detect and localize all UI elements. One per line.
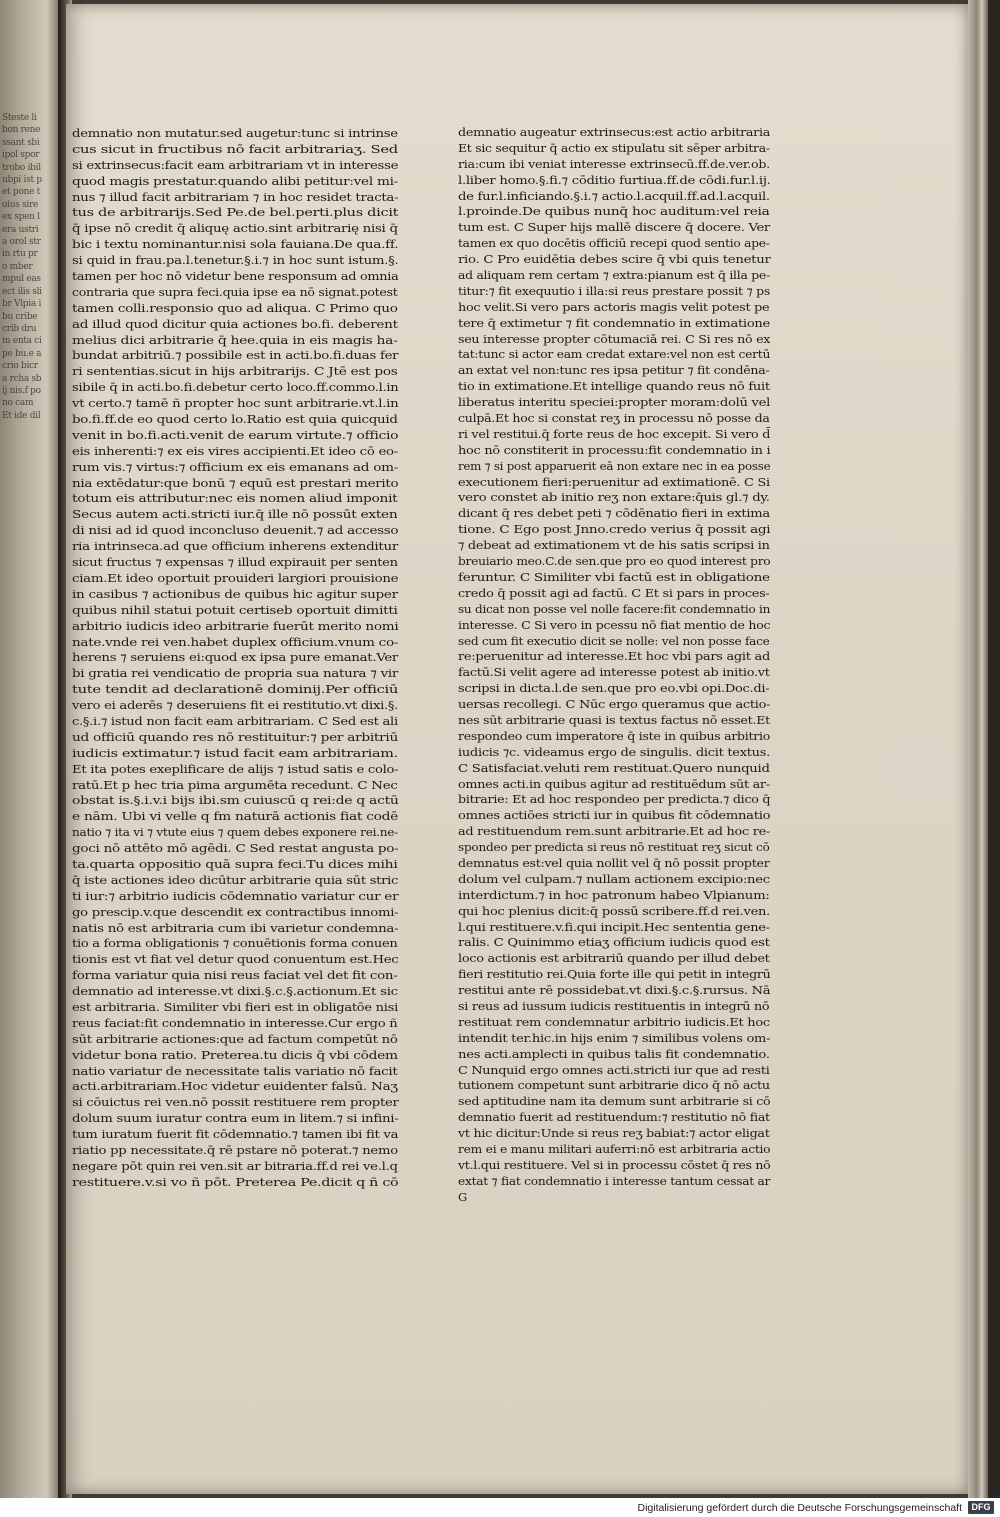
text-line: hoc velit.Si vero pars actoris magis velit potest pe [458,299,770,314]
text-line: tamen colli.responsio quo ad aliqua. C Primo quo [72,300,398,315]
facing-page-edge [0,0,62,1498]
text-line: forma variatur quia nisi reus faciat vel det fit con- [72,968,398,983]
text-line: tionis est vt fiat vel detur quod conuentum est.Hec [72,952,399,967]
text-line: arbitrio iudicis ideo arbitrarie fuerūt merito nomi [72,618,399,633]
text-line: sed cum fit executio dicit se nolle: vel non posse face [458,633,770,648]
text-line: ratū.Et p hec tria pima argumēta recedunt. C Nec [72,777,398,792]
text-line: bitrarie: Et ad hoc respondeo per predicta.⁊ dico q̄ [458,792,771,807]
text-line: vero ei aderēs ⁊ deseruiens fit ei restitutio.vt dixi.§. [72,698,399,713]
text-line: liberatus interitu speciei:propter moram:dolū vel [458,395,771,410]
text-line: di nisi ad id quod inconcluso deuenit.⁊ ad accesso [72,523,399,538]
text-line: executionem fieri:peruenitur ad extimationē. C Si [458,474,770,489]
text-line: ud officiū quando res nō restituitur:⁊ per arbitriū [72,729,398,744]
text-line: qui hoc plenius dicit:q̄ possū scribere.ff.d rei.ven. [458,903,770,918]
text-line: Et ita potes exeplificare de alijs ⁊ istud satis e colo- [72,761,399,776]
text-line: herens ⁊ seruiens ei:quod ex ipsa pure emanat.Ver [72,650,398,665]
text-line: rum vis.⁊ virtus:⁊ officium ex eis emanans ad om- [72,459,399,474]
text-line: sūt arbitrarie actiones:que ad factum competūt nō [72,1031,398,1046]
text-line: spondeo per predicta si reus nō restituat reʒ sicut cō [458,840,770,855]
text-line: demnatio ad interesse.vt dixi.§.c.§.actionum.Et sic [72,984,398,999]
text-line: bundat arbitriū.⁊ possibile est in acti.bo.fi.duas fer [72,348,399,363]
text-line: G [458,1189,468,1204]
text-line: respondeo cum imperatore q̄ iste in quibus arbitrio [458,728,771,743]
text-line: reus faciat:fit condemnatio in interesse.Cur ergo ñ [72,1015,398,1030]
text-line: vt.l.qui restituere. Vel si in processu cōstet q̄ res nō [458,1157,771,1172]
text-line: loco actionis est arbitrariū quando per illud debet [458,951,770,966]
text-line: sed aptitudine nam ita demum sunt arbitrarie si cō [458,1094,771,1109]
text-line: tute tendit ad declarationē dominij.Per officiū [72,682,399,697]
text-line: restituere.v.si vo ñ pōt. Preterea Pe.dicit q ñ cō [72,1174,399,1189]
text-line: tamen per hoc nō videtur bene responsum ad omnia [72,269,399,284]
text-line: si quid in frau.pa.l.tenetur.§.i.⁊ in hoc sunt istum.§. [72,253,399,268]
text-line: sibile q̄ in acti.bo.fi.debetur certo loco.ff.commo.l.in [72,380,399,395]
text-line: rem ⁊ si post apparuerit eā non extare nec in ea posse [458,458,771,473]
text-line: tio a forma obligationis ⁊ conuētionis forma conuen [72,936,398,951]
text-line: ti iur:⁊ arbitrio iudicis cōdemnatio variatur cur er [72,888,399,903]
text-line: intendit ter.hic.in hijs enim ⁊ similibus volens om- [458,1030,771,1045]
text-line: Secus autem acti.stricti iur.q̄ ille nō possūt exten [72,507,398,522]
text-line: quod magis prestatur.quando alibi petitur:vel mi- [72,173,398,188]
text-line: iudicis extimatur.⁊ istud facit eam arbitrariam. [72,745,398,760]
text-line: vero constet ab initio reʒ non extare:q̄uis gl.⁊ dy. [458,490,770,505]
text-line: fieri restitutio rei.Quia forte ille qui petit in integrū [458,967,771,982]
text-line: ta.quarta oppositio quā supra feci.Tu dices mihi [72,856,398,871]
text-line: natio variatur de necessitate talis variatio nō facit [72,1063,398,1078]
text-line: nate.vnde rei ven.habet duplex officium.vnum co- [72,634,399,649]
text-line: dolum suum iuratur contra eum in litem.⁊ si infini- [72,1111,399,1126]
text-line: an extat vel non:tunc res ipsa petitur ⁊ fit condēna- [458,363,770,378]
text-line: scripsi in dicta.l.de sen.que pro eo.vbi opi.Doc.di- [458,681,770,696]
text-line: bi gratia rei vendicatio de propria sua natura ⁊ vir [72,666,398,681]
text-line: nes acti.amplecti in quibus talis fit condemnatio. [458,1046,770,1061]
dfg-logo: DFG [968,1501,994,1514]
text-line: tum iuratum fuerit fit cōdemnatio.⁊ tamen ibi fit va [72,1127,399,1142]
text-line: l.proinde.De quibus nunq̄ hoc auditum:vel reia [458,204,770,219]
text-line: nes sūt arbitrarie quasi is textus factus nō esset.Et [458,712,770,727]
text-line: in casibus ⁊ actionibus de quibus hic agitur super [72,586,398,601]
text-line: obstat is.§.i.v.i bijs ibi.sm cuiuscū q rei:de q actū [72,793,399,808]
text-line: go prescip.v.que descendit ex contractibus innomi- [72,904,399,919]
text-line: vt certo.⁊ tamē ñ propter hoc sunt arbitrarie.vt.l.in [72,396,399,411]
text-line: tutionem competunt sunt arbitrarie dico q̄ nō actu [458,1078,770,1093]
text-line: re:peruenitur ad interesse.Et hoc vbi pars agit ad [458,649,771,664]
text-line: extat ⁊ fiat condemnatio i interesse tantum cessat ar [458,1173,771,1188]
text-line: demnatio non mutatur.sed augetur:tunc si intrinse [72,126,398,140]
text-line: si cōuictus rei ven.nō possit restituere rem propter [72,1095,399,1110]
text-line: C Satisfaciat.veluti rem restituat.Quero nunquid [458,760,770,775]
text-line: ria:cum ibi veniat interesse extrinsecū.ff.de.ver.ob. [458,156,770,171]
text-line: videtur bona ratio. Preterea.tu dicis q̄ vbi cōdem [72,1047,398,1062]
text-line: rem ei e manu militari auferri:nō est arbitraria actio [458,1142,771,1156]
text-line: dolum vel culpam.⁊ nullam actionem excipio:nec [458,871,770,886]
text-line: est arbitraria. Similiter vbi fieri est in obligatōe nisi [72,999,398,1014]
text-line: restitui ante rē possidebat.vt dixi.§.c.§.rursus. Nā [458,983,771,998]
text-line: nia extēdatur:que bonū ⁊ equū est prestari merito [72,475,399,490]
text-line: titur:⁊ fit exequutio i illa:si reus prestare possit ⁊ ps [458,283,770,298]
text-line: hoc nō constiterit in processu:fit condemnatio in i [458,442,771,457]
text-line: culpā.Et hoc si constat reʒ in processu nō posse da [458,411,770,426]
text-line: l.qui restituere.v.fi.qui incipit.Hec sententia gene- [458,919,770,934]
text-line: sicut fructus ⁊ expensas ⁊ illud expirauit per senten [72,555,398,570]
text-line: ⁊ debeat ad extimationem vt de his satis scripsi in [458,538,770,553]
text-line: goci nō attēto mō agēdi. C Sed restat angusta po- [72,841,399,856]
text-line: nus ⁊ illud facit arbitrariam ⁊ in hoc residet tracta- [72,189,399,204]
text-line: q̄ ipse nō credit q̄ aliquę actio.sint arbitrarię nisi q̄ [72,221,398,236]
text-column-right [458,125,770,1206]
text-line: omnes actiōes stricti iur in quibus fit cōdemnatio [458,808,771,823]
text-line: melius dici arbitrarie q̄ hee.quia in eis magis ha- [72,332,398,347]
text-line: uersas recollegi. C Nūc ergo queramus que actio- [458,697,771,712]
funding-notice: Digitalisierung gefördert durch die Deutsche Forschungsgemeinschaft [637,1502,962,1514]
text-line: demnatio fuerit ad restituendum:⁊ restitutio nō fiat [458,1110,770,1125]
text-line: restituat rem condemnatur arbitrio iudicis.Et hoc [458,1014,770,1029]
text-line: tamen ex quo docētis officiū recepi quod sentio ape- [458,236,770,251]
text-line: tione. C Ego post Jnno.credo verius q̄ possit agi [458,522,771,537]
text-line: natis nō est arbitraria cum ibi varietur condemna- [72,920,399,935]
text-line: credo q̄ possit agi ad factū. C Et si pars in proces- [458,585,770,600]
text-line: C Nunquid ergo omnes acti.stricti iur que ad resti [458,1062,770,1077]
text-line: bic i textu nominantur.nisi sola fauiana.De qua.ff. [72,237,399,252]
text-line: seu interesse propter cōtumaciā rei. C Si res nō ex [458,331,771,346]
text-line: e nām. Ubi vi velle q fm naturā actionis fiat codē [72,809,399,824]
text-line: interesse. C Si vero in pcessu nō fiat mentio de hoc [458,617,771,632]
text-line: ria intrinseca.ad que officium inherens extenditur [72,539,399,554]
text-line: totum eis attributur:nec eis nomen aliud imponit [72,491,398,506]
text-line: tat:tunc si actor eam credat extare:vel non est certū [458,347,771,362]
text-line: rio. C Pro euidētia debes scire q̄ vbi quis tenetur [458,252,771,267]
text-line: ad illud quod dicitur quia actiones bo.fi. deberent [72,316,398,331]
text-line: dicant q̄ res debet peti ⁊ cōdēnatio fieri in extima [458,506,770,521]
text-line: eis inherenti:⁊ ex eis vires accipienti.Et ideo cō eo- [72,443,398,458]
text-line: tio in extimatione.Et intellige quando reus nō fuit [458,379,770,394]
text-line: omnes acti.in quibus agitur ad restituēdum sūt ar- [458,776,770,791]
text-line: breuiario meo.C.de sen.que pro eo quod interest pro [458,554,771,569]
text-line: vt hic dicitur:Unde si reus reʒ babiat:⁊ actor eligat [458,1126,770,1141]
text-line: riatio pp necessitate.q̄ rē pstare nō poterat.⁊ nemo [72,1143,398,1157]
text-line: contraria que supra feci.quia ipse ea nō signat.potest [72,284,398,299]
text-line: quibus nihil statui potuit certiseb oportuit dimitti [72,602,398,617]
facing-page-text: Steste libon rene ssant sbi ipol spor trobo ibil ubpi ist pet pone toius sire ex spen lera ustria orol strin rtu pro mber mpul eas ect ilis slibr Vlpia ibu cribe crib drum enta cipe bu.e acrio bicra rcha sbij nis.f pono cam Et ide dil [2,113,42,421]
text-line: tus de arbitrarijs.Sed Pe.de bel.perti.plus dicit [72,205,399,220]
text-line: interdictum.⁊ in hoc patronum habeo Vlpianum: [458,887,770,902]
text-line: cus sicut in fructibus nō facit arbitrariaʒ. Sed [72,141,398,156]
text-column-left [72,126,398,1191]
text-line: demnatio augeatur extrinsecus:est actio arbitraria [458,125,771,139]
text-line: bo.fi.ff.de eo quod certo lo.Ratio est quia quicquid [72,412,398,427]
text-line: ciam.Et ideo oportuit prouideri largiori prouisione [72,570,399,585]
text-line: si extrinsecus:facit eam arbitrariam vt in interesse [72,157,399,172]
text-line: si reus ad iussum iudicis restituentis in integrū nō [458,998,770,1013]
text-line: acti.arbitrariam.Hoc videtur euidenter falsū. Naʒ [72,1079,398,1094]
text-line: feruntur. C Similiter vbi factū est in obligatione [458,569,770,584]
page-stack-edge [968,0,988,1498]
text-line: su dicat non posse vel nolle facere:fit condemnatio in [458,601,771,616]
text-line: venit in bo.fi.acti.venit de earum virtute.⁊ officio [72,427,399,442]
text-line: q̄ iste actiones ideo dicūtur arbitrarie quia sūt stric [72,872,399,887]
text-line: ri sententias.sicut in hijs arbitrarijs. C Jtē est pos [72,364,398,379]
text-line: iudicis ⁊c. videamus ergo de singulis. dicit textus. [458,744,770,759]
text-line: demnatus est:vel quia nollit vel q̄ nō possit propter [458,855,770,870]
text-line: Et sic sequitur q̄ actio ex stipulatu sit sēper arbitra- [458,140,770,155]
text-line: tum est. C Super hijs mallē discere q̄ docere. Ver [458,220,770,235]
text-line: ad aliquam rem certam ⁊ extra:pianum est q̄ illa pe- [458,268,770,283]
text-line: tere q̄ extimetur ⁊ fit condemnatio in extimatione [458,315,770,330]
text-line: de fur.l.inficiando.§.i.⁊ actio.l.acquil.ff.ad.l.acquil. [458,188,770,203]
text-line: negare pōt quin rei ven.sit ar bitraria.ff.d rei ve.l.q [72,1158,398,1173]
text-line: factū.Si velit agere ad interesse potest ab initio.vt [458,665,770,680]
text-line: ad restituendum rem.sunt arbitrarie.Et ad hoc re- [458,824,771,839]
text-line: ralis. C Quinimmo etiaʒ officium iudicis quod est [458,935,770,950]
scan-border [988,0,1000,1498]
text-line: c.§.i.⁊ istud non facit eam arbitrariam. C Sed est ali [72,713,398,728]
text-line: ri vel restitui.q̄ forte reus de hoc excepit. Si vero d̄ [458,426,771,441]
text-line: natio ⁊ ita vi ⁊ vtute eius ⁊ quem debes exponere rei.ne- [72,825,398,840]
text-line: l.liber homo.§.fi.⁊ cōditio furtiua.ff.de cōdi.fur.l.ij. [458,172,771,187]
